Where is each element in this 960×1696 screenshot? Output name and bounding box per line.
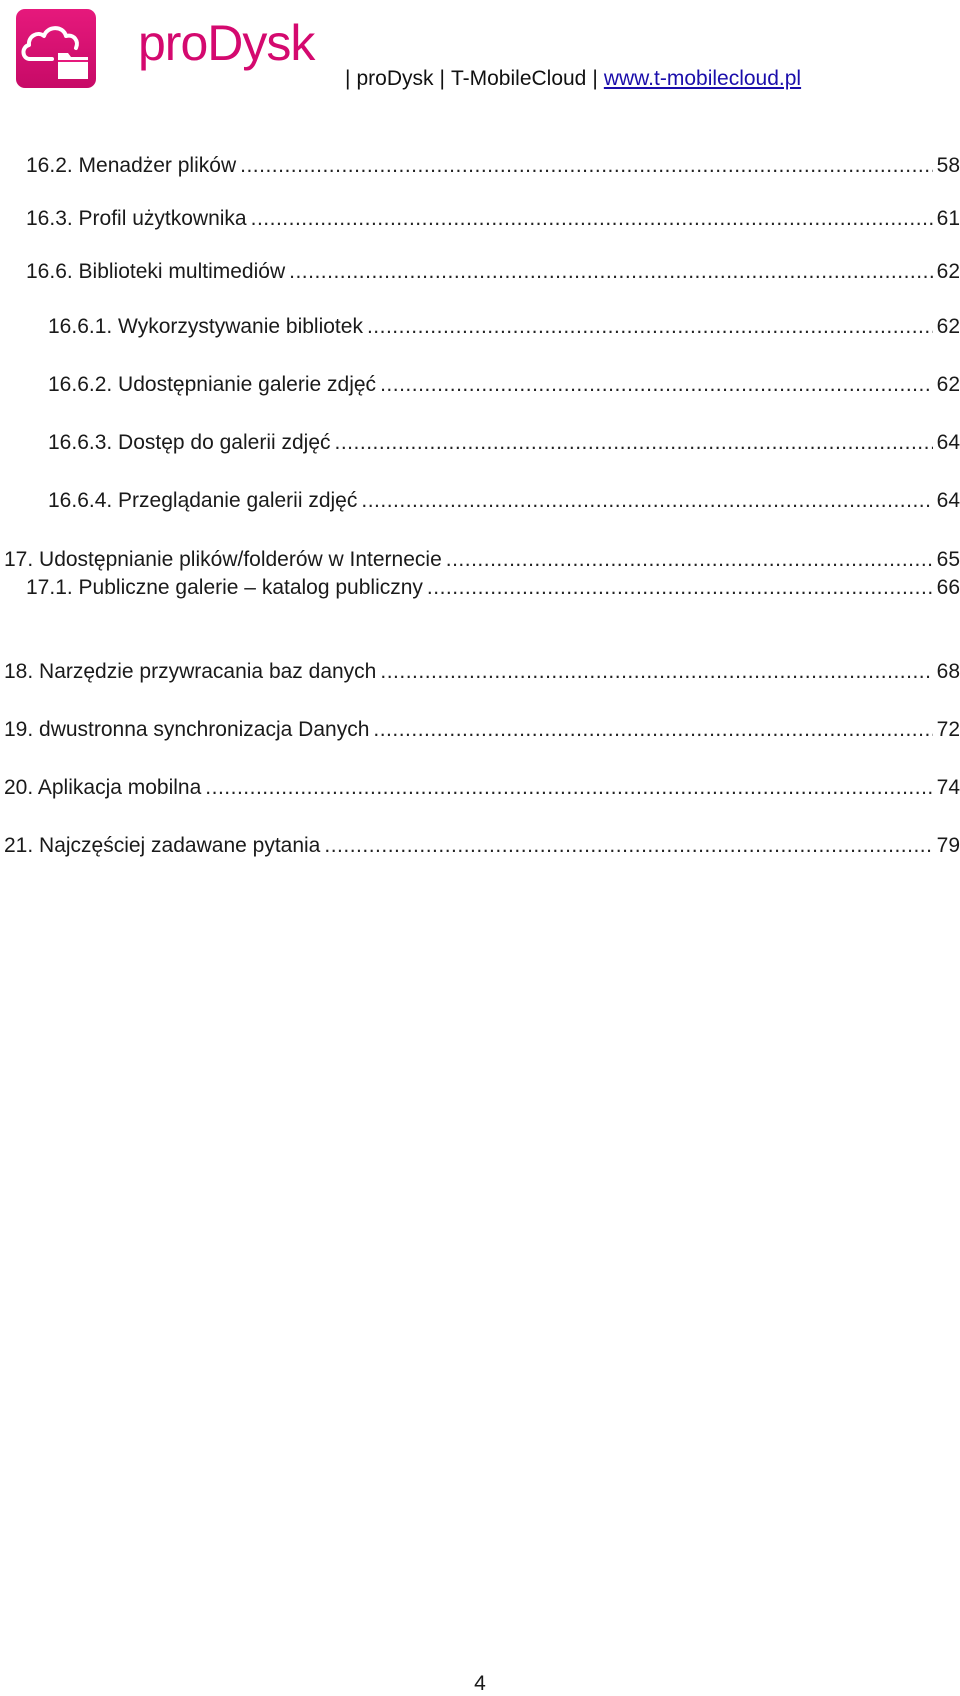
toc-entry-page: 68 (936, 660, 960, 683)
toc-entry-label: 16.6.4. Przeglądanie galerii zdjęć (48, 489, 358, 512)
header-links (339, 67, 801, 91)
cloud-folder-icon (16, 9, 96, 88)
toc-entry-label: 16.2. Menadżer plików (26, 154, 237, 177)
toc-entry[interactable] (26, 572, 960, 604)
toc-entry-page: 64 (936, 431, 960, 454)
toc-entry-label: 16.3. Profil użytkownika (26, 207, 247, 230)
toc-leader-dots (376, 656, 932, 688)
service-name: T-MobileCloud (450, 67, 587, 90)
toc-entry[interactable] (26, 150, 960, 182)
toc-leader-dots (236, 150, 933, 182)
separator: | (592, 67, 598, 90)
toc-entry-label: 16.6. Biblioteki multimediów (26, 260, 286, 283)
toc-entry-page: 72 (936, 718, 960, 741)
toc-entry-label: 16.6.3. Dostęp do galerii zdjęć (48, 431, 331, 454)
product-name: proDysk (356, 67, 434, 90)
toc-leader-dots (285, 256, 933, 288)
toc-entry-label: 18. Narzędzie przywracania baz danych (4, 660, 377, 683)
toc-entry-page: 58 (936, 154, 960, 177)
toc-leader-dots (247, 203, 933, 235)
toc-entry-page: 61 (936, 207, 960, 230)
toc-leader-dots (357, 485, 932, 517)
toc-entry-label: 19. dwustronna synchronizacja Danych (4, 718, 370, 741)
toc-leader-dots (201, 772, 932, 804)
toc-entry-label: 21. Najczęściej zadawane pytania (4, 834, 321, 857)
logo (16, 9, 96, 88)
toc-leader-dots (331, 427, 933, 459)
toc-entry-page: 62 (936, 260, 960, 283)
brand-title: proDysk (138, 15, 315, 71)
toc-entry[interactable] (4, 772, 960, 804)
toc-entry-label: 16.6.1. Wykorzystywanie bibliotek (48, 315, 363, 338)
toc-leader-dots (320, 830, 932, 862)
page-number: 4 (474, 1672, 486, 1695)
separator: | (345, 67, 351, 90)
toc-entry[interactable] (26, 256, 960, 288)
toc-entry[interactable] (4, 656, 960, 688)
toc-entry-page: 64 (936, 489, 960, 512)
toc-entry[interactable] (48, 485, 960, 517)
toc-entry[interactable] (4, 714, 960, 746)
toc-entry-page: 79 (936, 834, 960, 857)
toc-entry-label: 20. Aplikacja mobilna (4, 776, 202, 799)
toc-leader-dots (369, 714, 932, 746)
toc-entry[interactable] (48, 427, 960, 459)
separator: | (439, 67, 445, 90)
toc-entry[interactable] (48, 311, 960, 343)
toc-entry[interactable] (48, 369, 960, 401)
toc-entry-label: 17. Udostępnianie plików/folderów w Internecie (4, 548, 442, 571)
toc-leader-dots (363, 311, 933, 343)
toc-entry-label: 17.1. Publiczne galerie – katalog publiczny (26, 576, 423, 599)
toc-entry-page: 65 (936, 548, 960, 571)
toc-leader-dots (423, 572, 933, 604)
toc-leader-dots (376, 369, 933, 401)
toc-entry[interactable] (4, 830, 960, 862)
website-link[interactable]: www.t-mobilecloud.pl (603, 67, 802, 90)
toc-entry[interactable] (26, 203, 960, 235)
toc-entry-page: 74 (936, 776, 960, 799)
toc-entry-page: 66 (936, 576, 960, 599)
toc-entry-page: 62 (936, 373, 960, 396)
toc-entry-page: 62 (936, 315, 960, 338)
toc-entry-label: 16.6.2. Udostępnianie galerie zdjęć (48, 373, 377, 396)
